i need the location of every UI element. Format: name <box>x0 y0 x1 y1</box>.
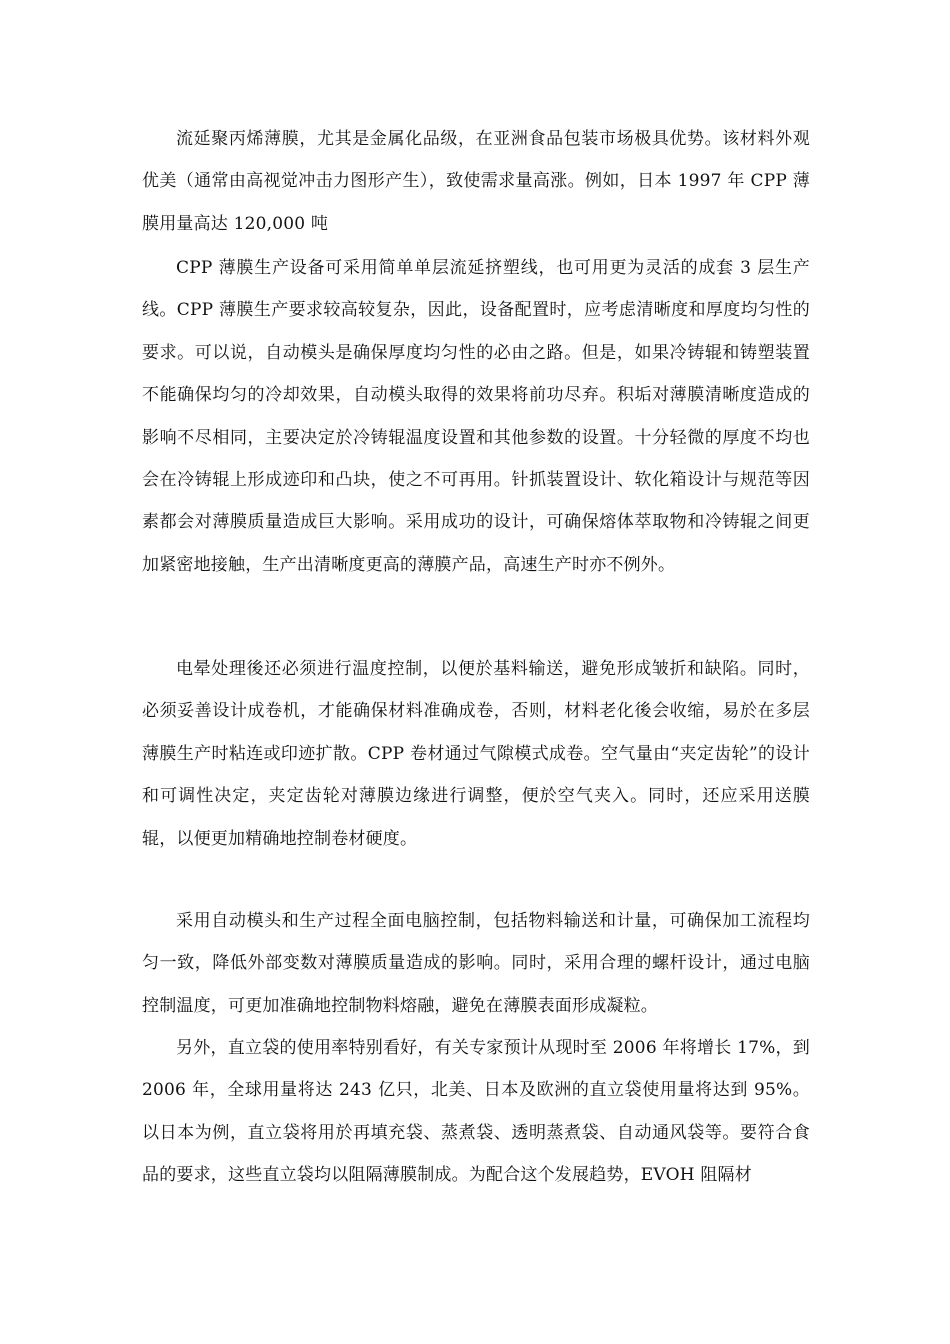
paragraph-automatic-die: 采用自动模头和生产过程全面电脑控制，包括物料输送和计量，可确保加工流程均匀一致，降低外部变数对薄膜质量造成的影响。同时，采用合理的螺杆设计，通过电脑控制温度，可更加准确地控制物料熔融，避免在薄膜表面形成凝粒。 <box>142 911 810 1016</box>
paragraph-corona-treatment: 电晕处理後还必须进行温度控制，以便於基料输送，避免形成皱折和缺陷。同时，必须妥善设计成卷机，才能确保材料准确成卷，否则，材料老化後会收缩，易於在多层薄膜生产时粘连或印迹扩散。CPP 卷材通过气隙模式成卷。空气量由“夹定齿轮”的设计和可调性决定，夹定齿轮对薄膜边缘进行调整，便於空气夹入。同时，还应采用送膜辊，以便更加精确地控制卷材硬度。 <box>142 659 810 849</box>
paragraph-cpp-market: 流延聚丙烯薄膜，尤其是金属化品级，在亚洲食品包装市场极具优势。该材料外观优美（通常由高视觉冲击力图形产生），致使需求量高涨。例如，日本 1997 年 CPP 薄膜用量高达 120,000 吨 <box>142 129 810 234</box>
paragraph-standup-pouch: 另外，直立袋的使用率特别看好，有关专家预计从现时至 2006 年将增长 17%，到 2006 年，全球用量将达 243 亿只，北美、日本及欧洲的直立袋使用量将达到 95%。以日本为例，直立袋将用於再填充袋、蒸煮袋、透明蒸煮袋、自动通风袋等。要符合食品的要求，这些直立袋均以阻隔薄膜制成。为配合这个发展趋势，EVOH 阻隔材 <box>142 1038 810 1186</box>
paragraph-production-equipment: CPP 薄膜生产设备可采用简单单层流延挤塑线，也可用更为灵活的成套 3 层生产线。CPP 薄膜生产要求较高较复杂，因此，设备配置时，应考虑清晰度和厚度均匀性的要求。可以说，自动模头是确保厚度均匀性的必由之路。但是，如果冷铸辊和铸塑装置不能确保均匀的冷却效果，自动模头取得的效果将前功尽弃。积垢对薄膜清晰度造成的影响不尽相同，主要决定於冷铸辊温度设置和其他参数的设置。十分轻微的厚度不均也会在冷铸辊上形成迹印和凸块，使之不可再用。针抓装置设计、软化箱设计与规范等因素都会对薄膜质量造成巨大影响。采用成功的设计，可确保熔体萃取物和冷铸辊之间更加紧密地接触，生产出清晰度更高的薄膜产品，高速生产时亦不例外。 <box>142 258 810 575</box>
